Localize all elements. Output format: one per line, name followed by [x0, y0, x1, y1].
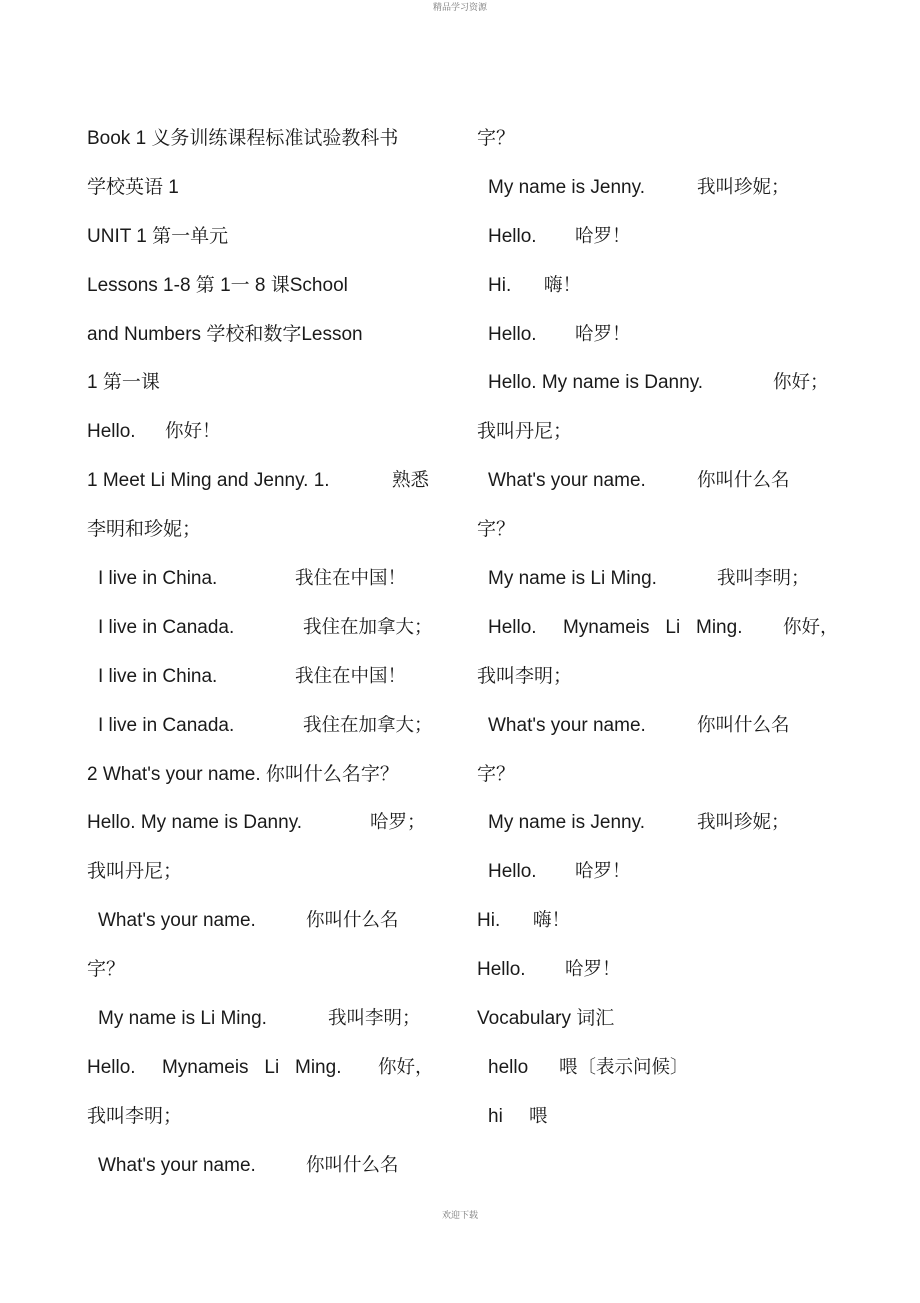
- english-text: Hello.: [87, 421, 136, 443]
- chinese-translation: 我住在中国！: [295, 568, 407, 590]
- line-text: 李明和珍妮；: [87, 519, 202, 541]
- chinese-translation: 你叫什么名: [697, 470, 790, 492]
- chinese-translation: 我叫李明；: [328, 1008, 421, 1030]
- line-text: 字？: [87, 959, 126, 981]
- text-line: [477, 897, 847, 946]
- text-line: [87, 262, 447, 311]
- line-text: 我叫李明；: [87, 1105, 183, 1127]
- english-text: hello: [488, 1056, 529, 1078]
- text-line: [87, 799, 447, 848]
- text-line: [87, 702, 447, 751]
- text-line: [477, 115, 847, 164]
- chinese-translation: 哈罗！: [575, 323, 631, 345]
- right-column: [477, 115, 847, 1142]
- line-text: 学校英语 1: [87, 176, 179, 198]
- english-text: My name is Jenny.: [488, 176, 645, 198]
- text-line: [477, 408, 847, 457]
- text-line: [477, 1044, 847, 1093]
- chinese-translation: 你好！: [165, 421, 221, 443]
- text-line: [87, 311, 447, 360]
- line-text: 字？: [477, 763, 516, 785]
- text-line: [87, 1142, 447, 1191]
- chinese-translation: 哈罗！: [565, 959, 621, 981]
- line-text: 2 What's your name. 你叫什么名字？: [87, 763, 399, 785]
- english-text: What's your name.: [98, 1154, 256, 1176]
- text-line: [87, 359, 447, 408]
- line-text: UNIT 1 第一单元: [87, 225, 229, 247]
- line-text: 我叫李明；: [477, 665, 573, 687]
- text-line: [87, 1044, 447, 1093]
- english-text: I live in Canada.: [98, 714, 235, 736]
- english-text: What's your name.: [488, 714, 646, 736]
- english-text: My name is Li Ming.: [98, 1008, 267, 1030]
- english-text: Hello. My name is Danny.: [87, 812, 303, 834]
- chinese-translation: 我住在加拿大；: [303, 616, 433, 638]
- line-text: 1 第一课: [87, 372, 160, 394]
- text-line: [477, 359, 847, 408]
- text-line: [87, 506, 447, 555]
- chinese-translation: 熟悉: [392, 470, 430, 492]
- english-text: Hi.: [488, 274, 512, 296]
- text-line: [477, 164, 847, 213]
- text-line: [477, 702, 847, 751]
- english-text: Hello. Mynameis Li Ming.: [488, 616, 743, 638]
- text-line: [477, 799, 847, 848]
- line-text: and Numbers 学校和数字Lesson: [87, 323, 363, 345]
- text-line: [87, 1093, 447, 1142]
- text-line: [477, 751, 847, 800]
- english-text: What's your name.: [488, 470, 646, 492]
- chinese-translation: 我住在中国！: [295, 665, 407, 687]
- text-line: [477, 555, 847, 604]
- english-text: I live in China.: [98, 568, 218, 590]
- text-line: [87, 897, 447, 946]
- text-line: [87, 946, 447, 995]
- chinese-translation: 哈罗！: [575, 225, 631, 247]
- text-line: [477, 946, 847, 995]
- chinese-translation: 我住在加拿大；: [303, 714, 433, 736]
- chinese-translation: 嗨！: [533, 910, 571, 932]
- chinese-translation: 你叫什么名: [306, 1154, 399, 1176]
- left-column: [87, 115, 447, 1191]
- page-header: 精品学习资源: [432, 3, 487, 13]
- text-line: [477, 213, 847, 262]
- text-line: [477, 262, 847, 311]
- page-footer: 欢迎下载: [441, 1211, 478, 1221]
- english-text: I live in China.: [98, 665, 218, 687]
- english-text: I live in Canada.: [98, 616, 235, 638]
- english-text: My name is Jenny.: [488, 812, 645, 834]
- chinese-translation: 哈罗！: [575, 861, 631, 883]
- line-text: Lessons 1-8 第 1一 8 课School: [87, 274, 348, 296]
- english-text: Hello. Mynameis Li Ming.: [87, 1056, 342, 1078]
- line-text: Book 1 义务训练课程标准试验教科书: [87, 128, 399, 149]
- chinese-translation: 我叫珍妮；: [697, 812, 790, 834]
- text-line: [477, 457, 847, 506]
- text-line: [477, 604, 847, 653]
- english-text: Hello.: [488, 225, 537, 247]
- english-text: My name is Li Ming.: [488, 568, 657, 590]
- text-line: [87, 995, 447, 1044]
- english-text: Hello.: [488, 323, 537, 345]
- text-line: [477, 995, 847, 1044]
- chinese-translation: 喂〔表示问候〕: [559, 1056, 689, 1078]
- text-line: [87, 751, 447, 800]
- chinese-translation: 哈罗；: [370, 812, 426, 834]
- text-line: [477, 311, 847, 360]
- chinese-translation: 我叫李明；: [717, 568, 810, 590]
- chinese-translation: 你好；: [773, 372, 829, 394]
- text-line: [87, 164, 447, 213]
- chinese-translation: 我叫珍妮；: [697, 176, 790, 198]
- chinese-translation: 你好，: [378, 1056, 434, 1078]
- line-text: 字？: [477, 128, 516, 149]
- text-line: [87, 408, 447, 457]
- chinese-translation: 喂: [529, 1105, 548, 1127]
- line-text: 我叫丹尼；: [87, 861, 183, 883]
- line-text: Vocabulary 词汇: [477, 1008, 615, 1030]
- english-text: Hello.: [488, 861, 537, 883]
- text-line: [87, 604, 447, 653]
- text-line: [87, 653, 447, 702]
- english-text: hi: [488, 1105, 503, 1127]
- text-line: [477, 506, 847, 555]
- chinese-translation: 你叫什么名: [306, 910, 399, 932]
- text-line: [477, 848, 847, 897]
- line-text: 字？: [477, 519, 516, 541]
- line-text: 我叫丹尼；: [477, 421, 573, 443]
- text-line: [87, 457, 447, 506]
- english-text: Hello.: [477, 959, 526, 981]
- english-text: Hi.: [477, 910, 501, 932]
- english-text: Hello. My name is Danny.: [488, 372, 704, 394]
- text-line: [477, 1093, 847, 1142]
- english-text: 1 Meet Li Ming and Jenny. 1.: [87, 470, 330, 492]
- english-text: What's your name.: [98, 910, 256, 932]
- chinese-translation: 嗨！: [544, 274, 582, 296]
- text-line: [477, 653, 847, 702]
- text-line: [87, 213, 447, 262]
- chinese-translation: 你好，: [783, 616, 839, 638]
- text-line: [87, 555, 447, 604]
- text-line: [87, 848, 447, 897]
- text-line: [87, 115, 447, 164]
- chinese-translation: 你叫什么名: [697, 714, 790, 736]
